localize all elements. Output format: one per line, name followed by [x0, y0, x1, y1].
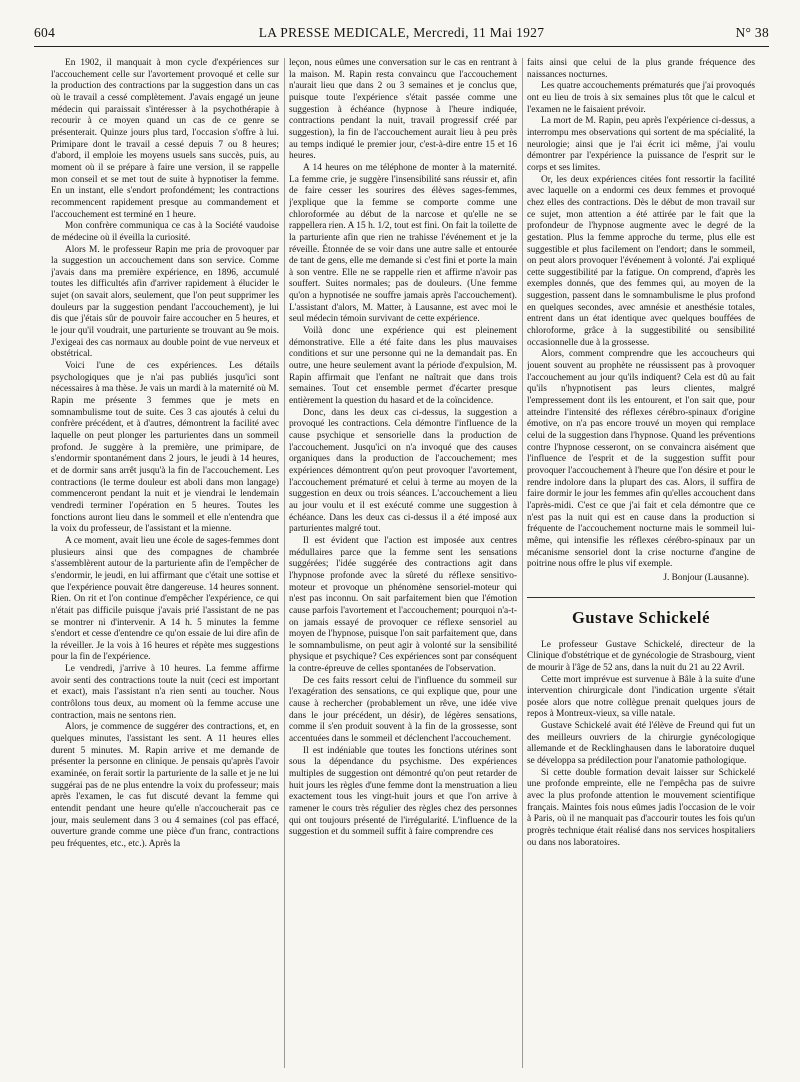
paragraph: Voilà donc une expérience qui est pleinement démonstrative. Elle a été faite dans les plus mauvaises conditions et sur une personne qui ne la demandait pas. En outre, une heure seulement avant la période d'expulsion, M. Rapin affirmait que l'enfant ne naîtrait que dans trois semaines. Tout cet ensemble permet d'écarter presque entièrement la question du hasard et de la coïncidence. — [289, 326, 517, 407]
paragraph: leçon, nous eûmes une conversation sur le cas en rentrant à la maison. M. Rapin resta convaincu que l'accouchement n'aurait lieu que dans 2 ou 3 semaines et je conclus que, puisque toute l'expérience s'était passée comme une suggestion à échéance (hypnose à l'heure indiquée, contractions pendant la nuit, travail progressif créé par suggestion), la fin de l'accouchement aurait lieu à peu près au temps indiqué le premier jour, c'est-à-dire entre 15 et 16 heures. — [289, 58, 517, 162]
issue-number: N° 38 — [735, 25, 769, 40]
paragraph: Alors, je commence de suggérer des contractions, et, en quelques minutes, l'assistant les sent. A 11 heures elles durent 5 minutes. M. Rapin arrive et me demande de présenter la personne en clinique. Je pensais qu'après l'avoir examinée, on ferait sortir la parturiente de la salle et je ne lui suggérai pas de ne plus entendre la voix du professeur; mais après l'examen, le cas fut discuté devant la femme qui entendit pendant une heure qu'elle n'accoucherait pas ce jour, mais seulement dans 3 ou 4 semaines (col pas effacé, ouverture grande comme une pièce d'un franc, contractions peu fréquentes, etc., etc.). Après la — [51, 722, 279, 849]
paragraph: A 14 heures on me téléphone de monter à la maternité. La femme crie, je suggère l'insensibilité sans réussir et, afin de faire cesser les sourires des élèves sages-femmes, j'explique que la femme se comporte comme une chloroformée au début de la narcose et qu'elle ne se rappellera rien. A 15 h. 1/2, tout est fini. On fait la toilette de la parturiente afin que rien ne trahisse l'événement et je la réveille. Étonnée de se voir dans une autre salle et entourée de tant de gens, elle me demande si c'est fini et porte la main à son ventre. Elle ne se rappelle rien et affirme n'avoir pas souffert. Suites normales; pas de douleurs. (Une femme qu'on a hypnotisée ne souffre jamais après l'accouchement). L'assistant d'alors, M. Matter, à Lausanne, est avec moi le seul médecin témoin survivant de cette expérience. — [289, 162, 517, 325]
paragraph: En 1902, il manquait à mon cycle d'expériences sur l'accouchement celle sur l'avortement provoqué et celle sur la production des contractions par la suggestion dans un cas où le travail a cessé complètement. J'avais engagé un jeune médecin qui paraissait s'intéresser à la psychothérapie à recourir à ce moyen quand un cas de ce genre se présenterait. Quinze jours plus tard, l'occasion s'offre à lui. Primipare dont le travail a cessé depuis 7 ou 8 heures; d'abord, il emploie les moyens usuels sans succès, puis, au moment où il se prépare à faire une version, il se rappelle mon conseil et se met tout de suite à hypnotiser la femme. En un instant, elle s'endort profondément; les contractions recommencent rapidement presque au commandement et l'accouchement est terminé en 1 heure. — [51, 58, 279, 220]
paragraph: Le vendredi, j'arrive à 10 heures. La femme affirme avoir senti des contractions toute la nuit (ceci est important et exact), mais l'assistant n'a rien senti au toucher. Nous contrôlons tous deux, au moment où la femme accuse une contraction, mais ne sentons rien. — [51, 664, 279, 721]
paragraph: A ce moment, avait lieu une école de sages-femmes dont plusieurs ainsi que des compagnes de chambrée s'assemblèrent autour de la parturiente afin de l'empêcher de s'endormir, le jeudi, en lui affirmant que c'était une sottise et que l'expérience pouvait être dangereuse. 14 heures sonnent. Rien. On rit et l'on continue d'empêcher l'expérience, ce qui n'était pas difficile puisque j'avais prié l'assistant de ne pas se montrer ni d'intervenir. A 14 h. 5 minutes la femme s'endort et cesse d'entendre ce qu'on essaie de lui dire afin de la réveiller. Je la vois à 16 heures et répète mes suggestions pour la fin de l'expérience. — [51, 535, 279, 663]
obituary-paragraph: Le professeur Gustave Schickelé, directeur de la Clinique d'obstétrique et de gynécologie de Strasbourg, vient de mourir à l'âge de 52 ans, dans la nuit du 21 au 22 Avril. — [527, 639, 755, 673]
paragraph: De ces faits ressort celui de l'influence du sommeil sur l'exagération des sensations, ce qui explique que, pour une cause à rechercher (probablement un rêve, une idée vive dans le jour précédent, un désir), de légères sensations, comme il s'en produit souvent à la fin de la grossesse, sont accentuées dans le sommeil et déclenchent l'accouchement. — [289, 675, 517, 745]
column-2 — [289, 58, 517, 1068]
journal-title: LA PRESSE MEDICALE, Mercredi, 11 Mai 1927 — [258, 25, 545, 40]
paragraph: Alors M. le professeur Rapin me pria de provoquer par la suggestion un accouchement dans son service. Comme j'avais dans ma première expérience, en 1896, accumulé toutes les difficultés afin d'arriver rapidement à élucider le sujet (on savait alors, seulement, que l'on peut supprimer les douleurs par la suggestion pendant l'accouchement), je lui dis que j'étais sûr de pouvoir faire accoucher en 5 heures, et le jour qu'il voudrait, une parturiente se trouvant au 9e mois. J'exigeai des cas normaux au double point de vue nerveux et obstétrical. — [51, 244, 279, 360]
paragraph: La mort de M. Rapin, peu après l'expérience ci-dessus, a interrompu mes observations qui sortent de ma spécialité, la neurologie; ainsi que je l'ai écrit ici même, j'ai voulu démontrer par l'expérience la puissance de l'esprit sur le corps et ses limites. — [527, 116, 755, 173]
paragraph: Il est évident que l'action est imposée aux centres médullaires parce que la femme sent les sensations suggérées; l'idée suggérée des contractions agit dans l'hypnose profonde avec la sûreté du réflexe sensitivo-moteur et provoque un phénomène sensoriel-moteur qui n'est pas inconnu. On sait parfaitement bien que l'émotion cause parfois l'avortement et l'accouchement; pourquoi n'a-t-on jamais essayé de provoquer ce réflexe sensoriel au moyen de l'hypnose, puisque l'on sait parfaitement que, dans le somnambulisme, on peut agir à volonté sur la sensibilité physique et psychique? Ces expériences sont par conséquent la contre-épreuve de celles spontanées de l'observation. — [289, 535, 517, 675]
column-1 — [51, 58, 279, 1068]
obituary-title: Gustave Schickelé — [571, 607, 711, 627]
paragraph: Les quatre accouchements prématurés que j'ai provoqués ont eu lieu de trois à six semaines plus tôt que le calcul et l'examen ne le faisaient prévoir. — [527, 81, 755, 115]
column-3 — [527, 58, 755, 1068]
running-header — [34, 20, 769, 47]
paragraph: Alors, comment comprendre que les accoucheurs qui jouent souvent au prophète ne réussissent pas à provoquer l'accouchement au jour qu'ils indiquent? Cela est dû au fait qu'ils n'hypnotisent pas leurs clientes, malgré l'empressement dont ils les entourent, et l'on sait que, pour atteindre l'intensité des réflexes cérébro-spinaux d'origine émotive, on n'a pas encore trouvé un moyen qui remplace celui de la suggestion dans l'hypnose. Quand les préventions contre l'hypnose cesseront, on se convaincra aisément que l'influence de l'esprit et de la suggestion suffit pour provoquer l'accouchement à l'heure que l'on désire et pour le rendre indolore dans la plupart des cas. Alors, il suffira de faire dormir le jour les femmes afin qu'elles accouchent dans l'après-midi. C'est ce que j'ai fait et cela démontre que ce n'est pas la nuit qui est en cause dans la production si fréquente de l'accouchement nocturne mais le sommeil lui-même, qui intensifie les réflexes cérébro-spinaux par un mécanisme sensoriel dont la crise nocturne d'angine de poitrine nous offre le plus vif exemple. — [527, 349, 755, 570]
author-signature: J. Bonjour (Lausanne). — [663, 572, 749, 583]
paragraph: faits ainsi que celui de la plus grande fréquence des naissances nocturnes. — [527, 58, 755, 80]
section-divider — [527, 597, 755, 598]
page-number: 604 — [34, 25, 56, 40]
paragraph: Il est indéniable que toutes les fonctions utérines sont sous la dépendance du psychisme. Des expériences multiples de suggestion ont démontré qu'on peut retarder de huit jours les règles d'une femme dont la menstruation a lieu exactement tous les vingt-huit jours et que l'on arrive à ramener le cours très régulier des règles chez des personnes qui ont toujours présenté de l'irrégularité. L'influence de la suggestion et du sommeil suffit à faire comprendre ces — [289, 745, 517, 838]
paragraph: Donc, dans les deux cas ci-dessus, la suggestion a provoqué les contractions. Cela démontre l'influence de la cause psychique et sensorielle dans la production de l'accouchement. Jusqu'ici on n'a invoqué que des causes organiques dans la production de l'accouchement; mes expériences démontrent qu'on peut provoquer l'avortement, l'accouchement prématuré et celui à terme au moyen de la suggestion en deux ou trois séances. L'accouchement a lieu au jour voulu et il est exécuté comme une suggestion à échéance. Dans les deux cas ci-dessus il a été imposé aux parturientes malgré tout. — [289, 407, 517, 535]
column-rule — [284, 58, 285, 1068]
paragraph: Or, les deux expériences citées font ressortir la facilité avec laquelle on a endormi ces deux femmes et provoqué chez elles des contractions. Dès le début de mon travail sur ce sujet, mon attention a été attirée par le fait que la profondeur de l'hypnose augmente avec le degré de la gestation. Plus la femme approche du terme, plus elle est suggestible et plus facilement on l'endort; dans le sommeil, on peut alors provoquer l'événement à volonté. J'ai expliqué cette suggestibilité par la fatigue. On comprend, d'après les exemples donnés, que des femmes qui, au moyen de la suggestion, passent dans le somnambulisme le plus profond en quelques secondes, avec amnésie et anesthésie totales, entrent dans un état identique avec quelques bouffées de chloroforme, grâce à la suggestibilité ou sensibilité occasionnelle due à la grossesse. — [527, 174, 755, 348]
paragraph: Voici l'une de ces expériences. Les détails psychologiques que je n'ai pas publiés jusqu'ici sont nécessaires à ma thèse. Je vais un mardi à la maternité où M. Rapin me présente 3 femmes que je mets en somnambulisme tout de suite. Ces 3 cas ajoutés à celui du confrère précédent, et à d'autres, démontrent la facilité avec laquelle on peut plonger les parturientes dans un sommeil profond. Je suggère à la première, une primipare, de s'endormir spontanément dans 2 jours, le jeudi à 14 heures, et de dormir sans arrêt jusqu'à la fin de l'accouchement. Les contractions (le terme douleur est aboli dans mon langage) commenceront pendant la nuit et je viendrai le lendemain vendredi terminer l'opération en 5 heures. Toutes les fonctions auront lieu dans le sommeil et elle n'entendra que la voix du professeur, de l'assistant et la mienne. — [51, 361, 279, 535]
obituary-paragraph: Gustave Schickelé avait été l'élève de Freund qui fut un des meilleurs ouvriers de la chirurgie gynécologique allemande et de Recklinghausen dans le laboratoire duquel se développa sa prédilection pour l'anatomie pathologique. — [527, 721, 755, 767]
column-rule — [522, 58, 523, 1068]
paragraph: Mon confrère communiqua ce cas à la Société vaudoise de médecine où il éveilla la curiosité. — [51, 221, 279, 243]
obituary-paragraph: Cette mort imprévue est survenue à Bâle à la suite d'une intervention chirurgicale dont l'indication urgente s'était posée alors que notre collègue prenait quelques jours de repos à Montreux-vieux, sa ville natale. — [527, 674, 755, 720]
obituary-paragraph: Si cette double formation devait laisser sur Schickelé une profonde empreinte, elle ne l'empêcha pas de suivre avec la plus profonde attention le mouvement scientifique français. Maintes fois nous eûmes jadis l'occasion de le voir à Paris, où il ne manquait pas d'accourir toutes les fois qu'un progrès technique était réalisé dans nos services hospitaliers ou dans nos laboratoires. — [527, 767, 755, 848]
